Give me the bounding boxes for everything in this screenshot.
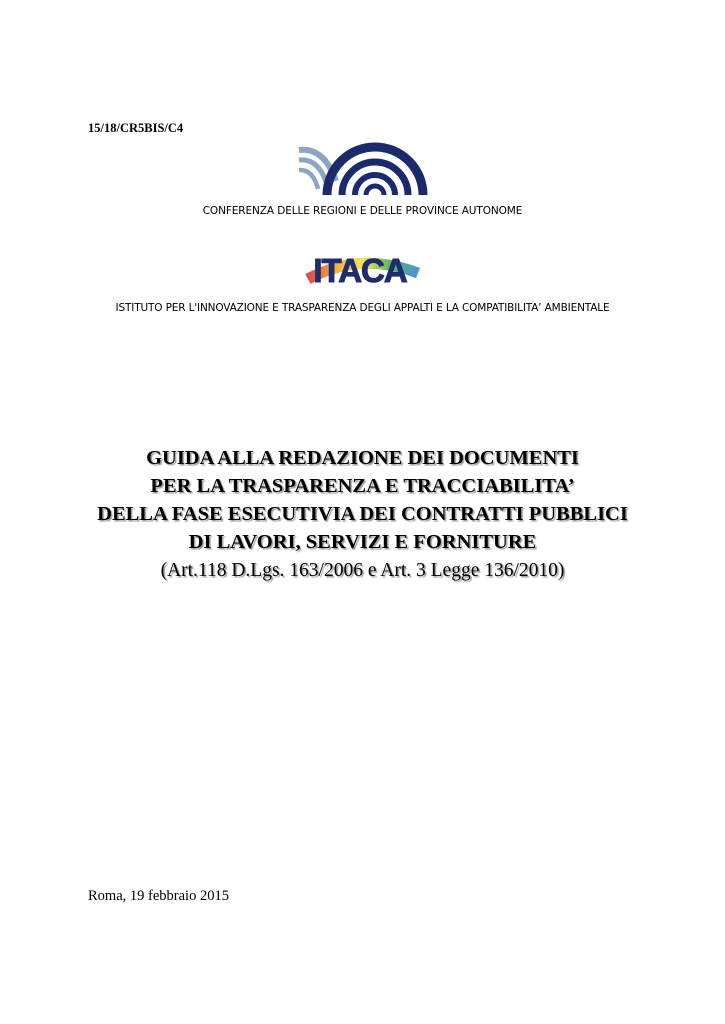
itaca-logo-text: ITACA [313, 252, 407, 289]
itaca-name: ISTITUTO PER L'INNOVAZIONE E TRASPARENZA DEGLI APPALTI E LA COMPATIBILITA’ AMBIENTALE [115, 302, 610, 314]
itaca-logo [290, 249, 430, 289]
title-line-2: PER LA TRASPARENZA E TRACCIABILITA’ [150, 475, 575, 497]
conference-name: CONFERENZA DELLE REGIONI E DELLE PROVINCE AUTONOME [202, 205, 523, 217]
place-date: Roma, 19 febbraio 2015 [88, 888, 229, 904]
protocol-number: 15/18/CR5BIS/C4 [88, 121, 184, 135]
document-title [0, 444, 725, 586]
title-line-3: DELLA FASE ESECUTIVIA DEI CONTRATTI PUBBLICI [97, 503, 628, 525]
document-subtitle: (Art.118 D.Lgs. 163/2006 e Art. 3 Legge 136/2010) [160, 560, 565, 581]
title-line-4: DI LAVORI, SERVIZI E FORNITURE [188, 531, 537, 553]
title-line-1: GUIDA ALLA REDAZIONE DEI DOCUMENTI [146, 447, 579, 469]
conference-arches-icon [296, 141, 430, 199]
